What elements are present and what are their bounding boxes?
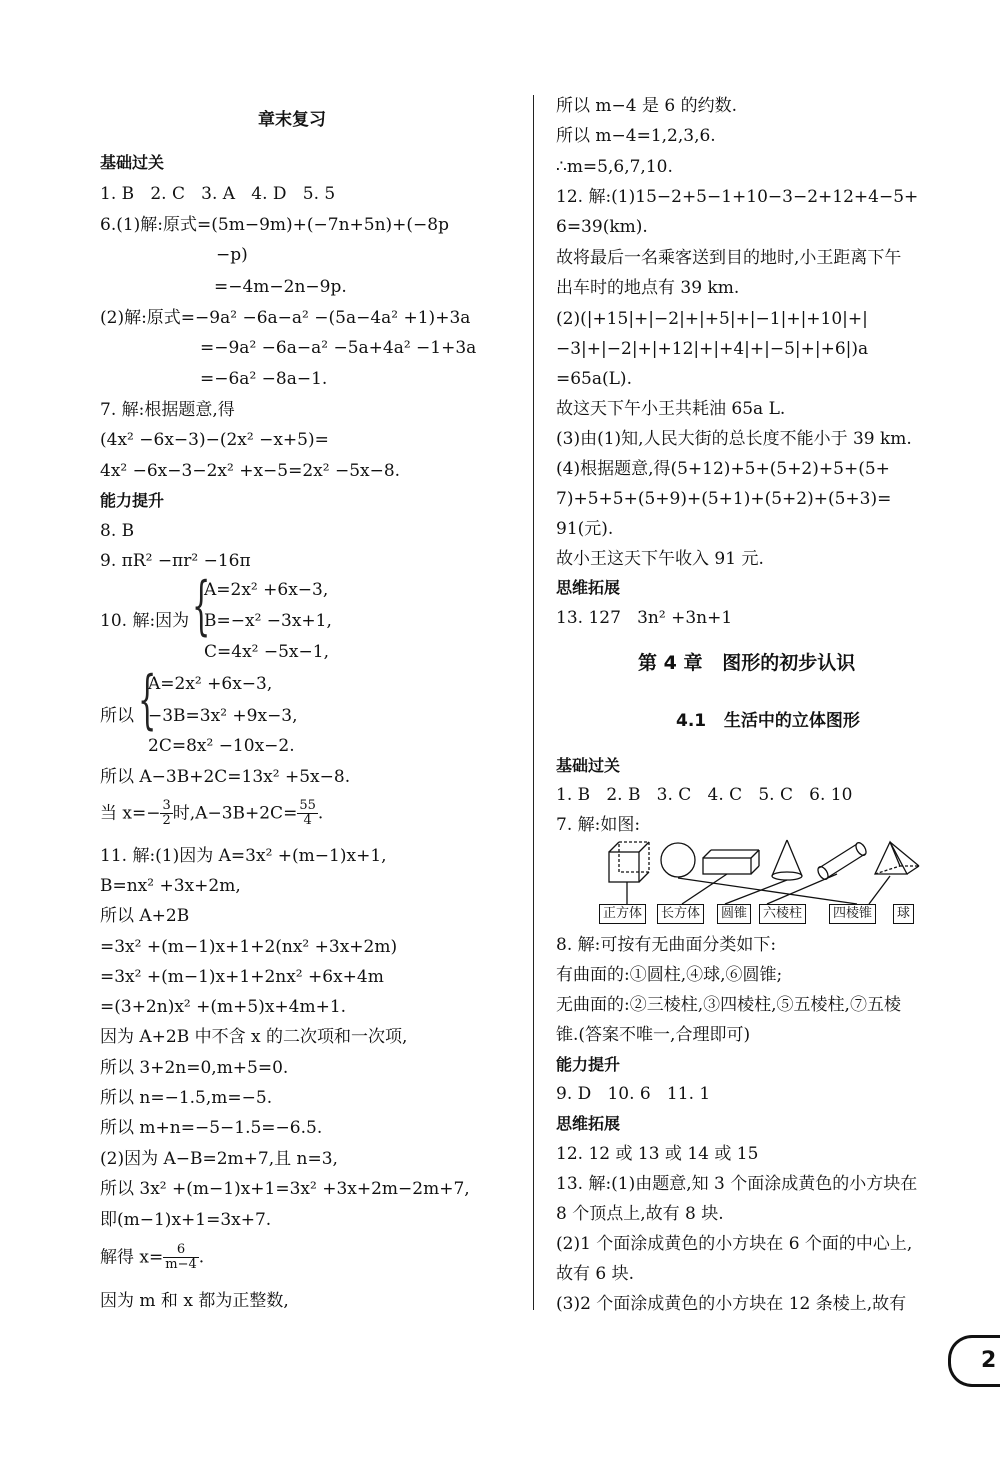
left-brace: { [138,663,157,737]
answer-line: (4)根据题意,得(5+12)+5+(5+2)+5+(5+ [556,459,890,479]
answer-line: 无曲面的:②三棱柱,③四棱柱,⑤五棱柱,⑦五棱 [556,995,901,1015]
answer-line: =−9a² −6a−a² −5a+4a² −1+3a [200,338,477,358]
answer-line: 10. 解:因为 [100,611,190,631]
answer-line: 所以 A−3B+2C=13x² +5x−8. [100,767,351,787]
answer-line: 所以 m−4 是 6 的约数. [556,96,738,116]
heading-ability: 能力提升 [556,1055,621,1074]
answer-line: 锥.(答案不唯一,合理即可) [556,1025,751,1045]
answer-line: 6=39(km). [556,217,648,237]
answer-line: 有曲面的:①圆柱,④球,⑥圆锥; [556,965,783,985]
answer-line: 所以 n=−1.5,m=−5. [100,1088,273,1108]
heading-ability: 能力提升 [100,491,165,510]
answer-line: 因为 A+2B 中不含 x 的二次项和一次项, [100,1027,408,1047]
label-hexagonal-prism: 六棱柱 [759,904,806,924]
answer-line: 所以 m+n=−5−1.5=−6.5. [100,1118,323,1138]
answer-line: (2)1 个面涂成黄色的小方块在 6 个面的中心上, [556,1234,913,1254]
answer-line: (3)2 个面涂成黄色的小方块在 12 条棱上,故有 [556,1294,907,1314]
heading-think: 思维拓展 [556,1114,621,1133]
answer-line: B=nx² +3x+2m, [100,876,241,896]
answer-line: 故这天下午小王共耗油 65a L. [556,399,786,419]
answer-line: =65a(L). [556,369,632,389]
answer-line: ∴m=5,6,7,10. [556,157,673,177]
answer-line: 12. 12 或 13 或 14 或 15 [556,1144,759,1164]
answer-line: 13. 127 3n² +3n+1 [556,608,733,628]
answer-line: 因为 m 和 x 都为正整数, [100,1291,289,1311]
label-cube: 正方体 [599,904,646,924]
answer-line: 解得 x= $\frac{6}{m-4}$ . [100,1242,205,1273]
answer-line: 7. 解:根据题意,得 [100,400,235,420]
answer-line: 1. B 2. B 3. C 4. C 5. C 6. 10 [556,785,853,805]
answer-line: (2)(|+15|+|−2|+|+5|+|−1|+|+10|+| [556,309,868,329]
answer-line: 9. D 10. 6 11. 1 [556,1084,711,1104]
answer-line: 所以 3x² +(m−1)x+1=3x² +3x+2m−2m+7, [100,1179,470,1199]
answer-line: 8 个顶点上,故有 8 块. [556,1204,724,1224]
section-title: 4.1 生活中的立体图形 [676,711,860,731]
answer-line: 4x² −6x−3−2x² +x−5=2x² −5x−8. [100,461,401,481]
answer-line: (4x² −6x−3)−(2x² −x+5)= [100,430,329,450]
answer-line: 91(元). [556,519,614,539]
section-title: 章末复习 [258,110,326,130]
page-number: 2 [948,1335,1000,1387]
sphere-shape [661,843,695,877]
label-cone: 圆锥 [717,904,751,924]
label-cuboid: 长方体 [657,904,704,924]
answer-line: 所以 [100,706,134,726]
answer-line: 9. πR² −πr² −16π [100,551,251,571]
heading-think: 思维拓展 [556,578,621,597]
shape-matching-figure [603,838,927,924]
heading-basic: 基础过关 [556,756,621,775]
answer-line: =3x² +(m−1)x+1+2(nx² +3x+2m) [100,937,398,957]
chapter-title: 第 4 章 图形的初步认识 [638,652,856,674]
answer-line: =−4m−2n−9p. [214,277,347,297]
answer-line: 出车时的地点有 39 km. [556,278,740,298]
answer-line: =−6a² −8a−1. [200,369,328,389]
answer-line: −3|+|−2|+|+12|+|+4|+|−5|+|+6|)a [556,339,869,359]
heading-basic: 基础过关 [100,153,165,172]
label-sphere: 球 [893,904,914,924]
answer-line: 8. B [100,521,135,541]
answer-line: 所以 3+2n=0,m+5=0. [100,1058,289,1078]
answer-line: =(3+2n)x² +(m+5)x+4m+1. [100,997,347,1017]
cube-shape [609,852,639,882]
answer-line: 所以 m−4=1,2,3,6. [556,126,716,146]
answer-line: (2)解:原式=−9a² −6a−a² −(5a−4a² +1)+3a [100,308,471,328]
left-brace: { [192,569,211,643]
answer-line: 7)+5+5+(5+9)+(5+1)+(5+2)+(5+3)= [556,489,892,509]
answer-line: 即(m−1)x+1=3x+7. [100,1210,272,1230]
answer-line: 12. 解:(1)15−2+5−1+10−3−2+12+4−5+ [556,187,919,207]
answer-line: 7. 解:如图: [556,815,641,835]
answer-line: 6.(1)解:原式=(5m−9m)+(−7n+5n)+(−8p [100,215,449,235]
label-pyramid: 四棱锥 [829,904,876,924]
answer-line: 13. 解:(1)由题意,知 3 个面涂成黄色的小方块在 [556,1174,918,1194]
answer-line: 故有 6 块. [556,1264,635,1284]
answer-line: 1. B 2. C 3. A 4. D 5. 5 [100,184,336,204]
answer-line: 11. 解:(1)因为 A=3x² +(m−1)x+1, [100,846,387,866]
equation-line: B=−x² −3x+1, [204,611,332,631]
equation-line: A=2x² +6x−3, [148,674,273,694]
answer-line: (2)因为 A−B=2m+7,且 n=3, [100,1149,338,1169]
answer-line: 故小王这天下午收入 91 元. [556,549,764,569]
answer-line: 8. 解:可按有无曲面分类如下: [556,935,777,955]
equation-line: C=4x² −5x−1, [204,642,329,662]
equation-line: −3B=3x² +9x−3, [148,706,298,726]
answer-line: −p) [216,245,248,265]
answer-line: =3x² +(m−1)x+1+2nx² +6x+4m [100,967,384,987]
equation-line: A=2x² +6x−3, [204,580,329,600]
answer-line: 所以 A+2B [100,906,190,926]
answer-line: 故将最后一名乘客送到目的地时,小王距离下午 [556,248,902,268]
answer-line: (3)由(1)知,人民大街的总长度不能小于 39 km. [556,429,912,449]
equation-line: 2C=8x² −10x−2. [148,736,295,756]
answer-line: 当 x=− $\frac{3}{2}$ 时,A−3B+2C= $\frac{55}{4}$ . [100,798,324,829]
column-divider [533,95,534,1310]
